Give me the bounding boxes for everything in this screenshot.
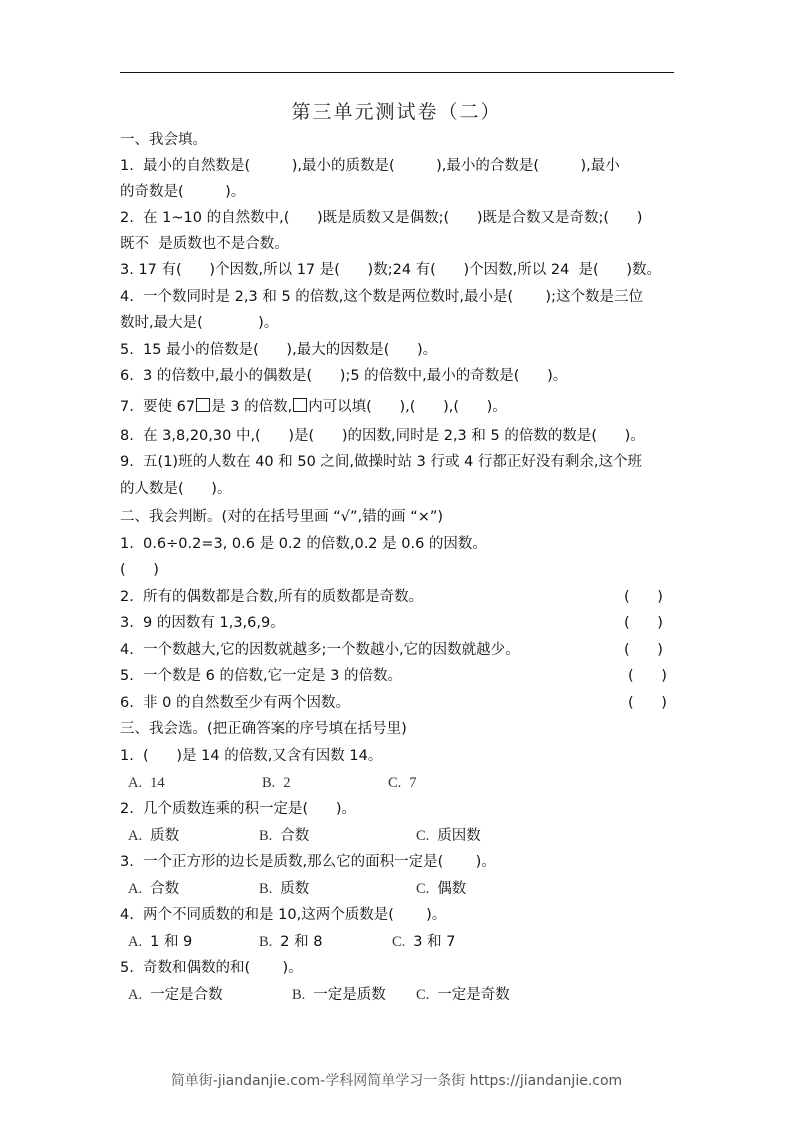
choice-5-option-c: C. 一定是奇数 [416,987,510,1003]
judge-question-2: 2. 所有的偶数都是合数,所有的质数都是奇数。 [120,589,424,605]
judge-question-6-answer-blank: ( ) [628,695,667,711]
judge-question-3-answer-blank: ( ) [624,615,663,631]
fill-question-6: 6. 3 的倍数中,最小的偶数是( );5 的倍数中,最小的奇数是( )。 [120,368,568,384]
choice-5-option-a: A. 一定是合数 [128,987,223,1003]
choice-3-option-c: C. 偶数 [416,881,467,897]
fill-question-7-middle: 是 3 的倍数, [211,399,293,415]
judge-question-2-answer-blank: ( ) [624,589,663,605]
fill-question-9-line-1: 9. 五(1)班的人数在 40 和 50 之间,做操时站 3 行或 4 行都正好没有剩余,这个班 [120,454,643,470]
fill-question-7-prefix: 7. 要使 67 [120,399,196,415]
page-title: 第三单元测试卷（二） [291,101,502,123]
fill-question-4-line-1: 4. 一个数同时是 2,3 和 5 的倍数,这个数是两位数时,最小是( );这个数是三位 [120,289,643,305]
fill-question-9-line-2: 的人数是( )。 [120,481,232,497]
choice-4-option-b: B. 2 和 8 [259,934,323,950]
section-heading-choose: 三、我会选。(把正确答案的序号填在括号里) [120,721,407,737]
choice-3-option-a: A. 合数 [128,881,180,897]
judge-question-4: 4. 一个数越大,它的因数就越多;一个数越小,它的因数就越少。 [120,642,520,658]
choice-1-option-b: B. 2 [262,775,291,791]
fill-question-7 [120,397,507,417]
judge-question-6: 6. 非 0 的自然数至少有两个因数。 [120,695,350,711]
choice-1-option-a: A. 14 [128,775,165,791]
fill-question-4-line-2: 数时,最大是( )。 [120,315,279,331]
header-rule [120,72,674,73]
judge-question-1-answer-blank: ( ) [120,562,159,578]
choice-4-option-a: A. 1 和 9 [128,934,193,950]
fill-question-2-line-1: 2. 在 1~10 的自然数中,( )既是质数又是偶数;( )既是合数又是奇数;( ) [120,210,643,226]
choice-1-option-c: C. 7 [388,775,417,791]
choice-question-3: 3. 一个正方形的边长是质数,那么它的面积一定是( )。 [120,854,496,870]
choice-2-option-c: C. 质因数 [416,828,481,844]
fill-question-7-suffix: 内可以填( ),( ),( )。 [308,399,507,415]
choice-5-option-b: B. 一定是质数 [292,987,386,1003]
judge-question-5: 5. 一个数是 6 的倍数,它一定是 3 的倍数。 [120,668,403,684]
fill-question-2-line-2: 既不 是质数也不是合数。 [120,236,289,252]
choice-question-4: 4. 两个不同质数的和是 10,这两个质数是( )。 [120,907,447,923]
choice-2-option-b: B. 合数 [259,828,310,844]
judge-question-3: 3. 9 的因数有 1,3,6,9。 [120,615,285,631]
blank-box-icon [196,398,210,412]
choice-4-option-c: C. 3 和 7 [392,934,456,950]
choice-question-5: 5. 奇数和偶数的和( )。 [120,960,303,976]
choice-2-option-a: A. 质数 [128,828,180,844]
footer-watermark: 简单街-jiandanjie.com-学科网简单学习一条街 https://jiandanjie.com [170,1073,623,1089]
judge-question-1: 1. 0.6÷0.2=3, 0.6 是 0.2 的倍数,0.2 是 0.6 的因数。 [120,536,487,552]
choice-question-1: 1. ( )是 14 的倍数,又含有因数 14。 [120,748,383,764]
fill-question-3: 3. 17 有( )个因数,所以 17 是( )数;24 有( )个因数,所以 24 是( )数。 [120,262,661,278]
judge-question-4-answer-blank: ( ) [624,642,663,658]
judge-question-5-answer-blank: ( ) [628,668,667,684]
fill-question-8: 8. 在 3,8,20,30 中,( )是( )的因数,同时是 2,3 和 5 的倍数的数是( )。 [120,428,645,444]
fill-question-1-line-2: 的奇数是( )。 [120,184,246,200]
choice-3-option-b: B. 质数 [259,881,310,897]
fill-question-5: 5. 15 最小的倍数是( ),最大的因数是( )。 [120,342,438,358]
fill-question-1-line-1: 1. 最小的自然数是( ),最小的质数是( ),最小的合数是( ),最小 [120,158,620,174]
blank-box-icon [293,398,307,412]
section-heading-fill: 一、我会填。 [120,132,207,148]
choice-question-2: 2. 几个质数连乘的积一定是( )。 [120,801,357,817]
section-heading-judge: 二、我会判断。(对的在括号里画 “√”,错的画 “×”) [120,509,444,525]
